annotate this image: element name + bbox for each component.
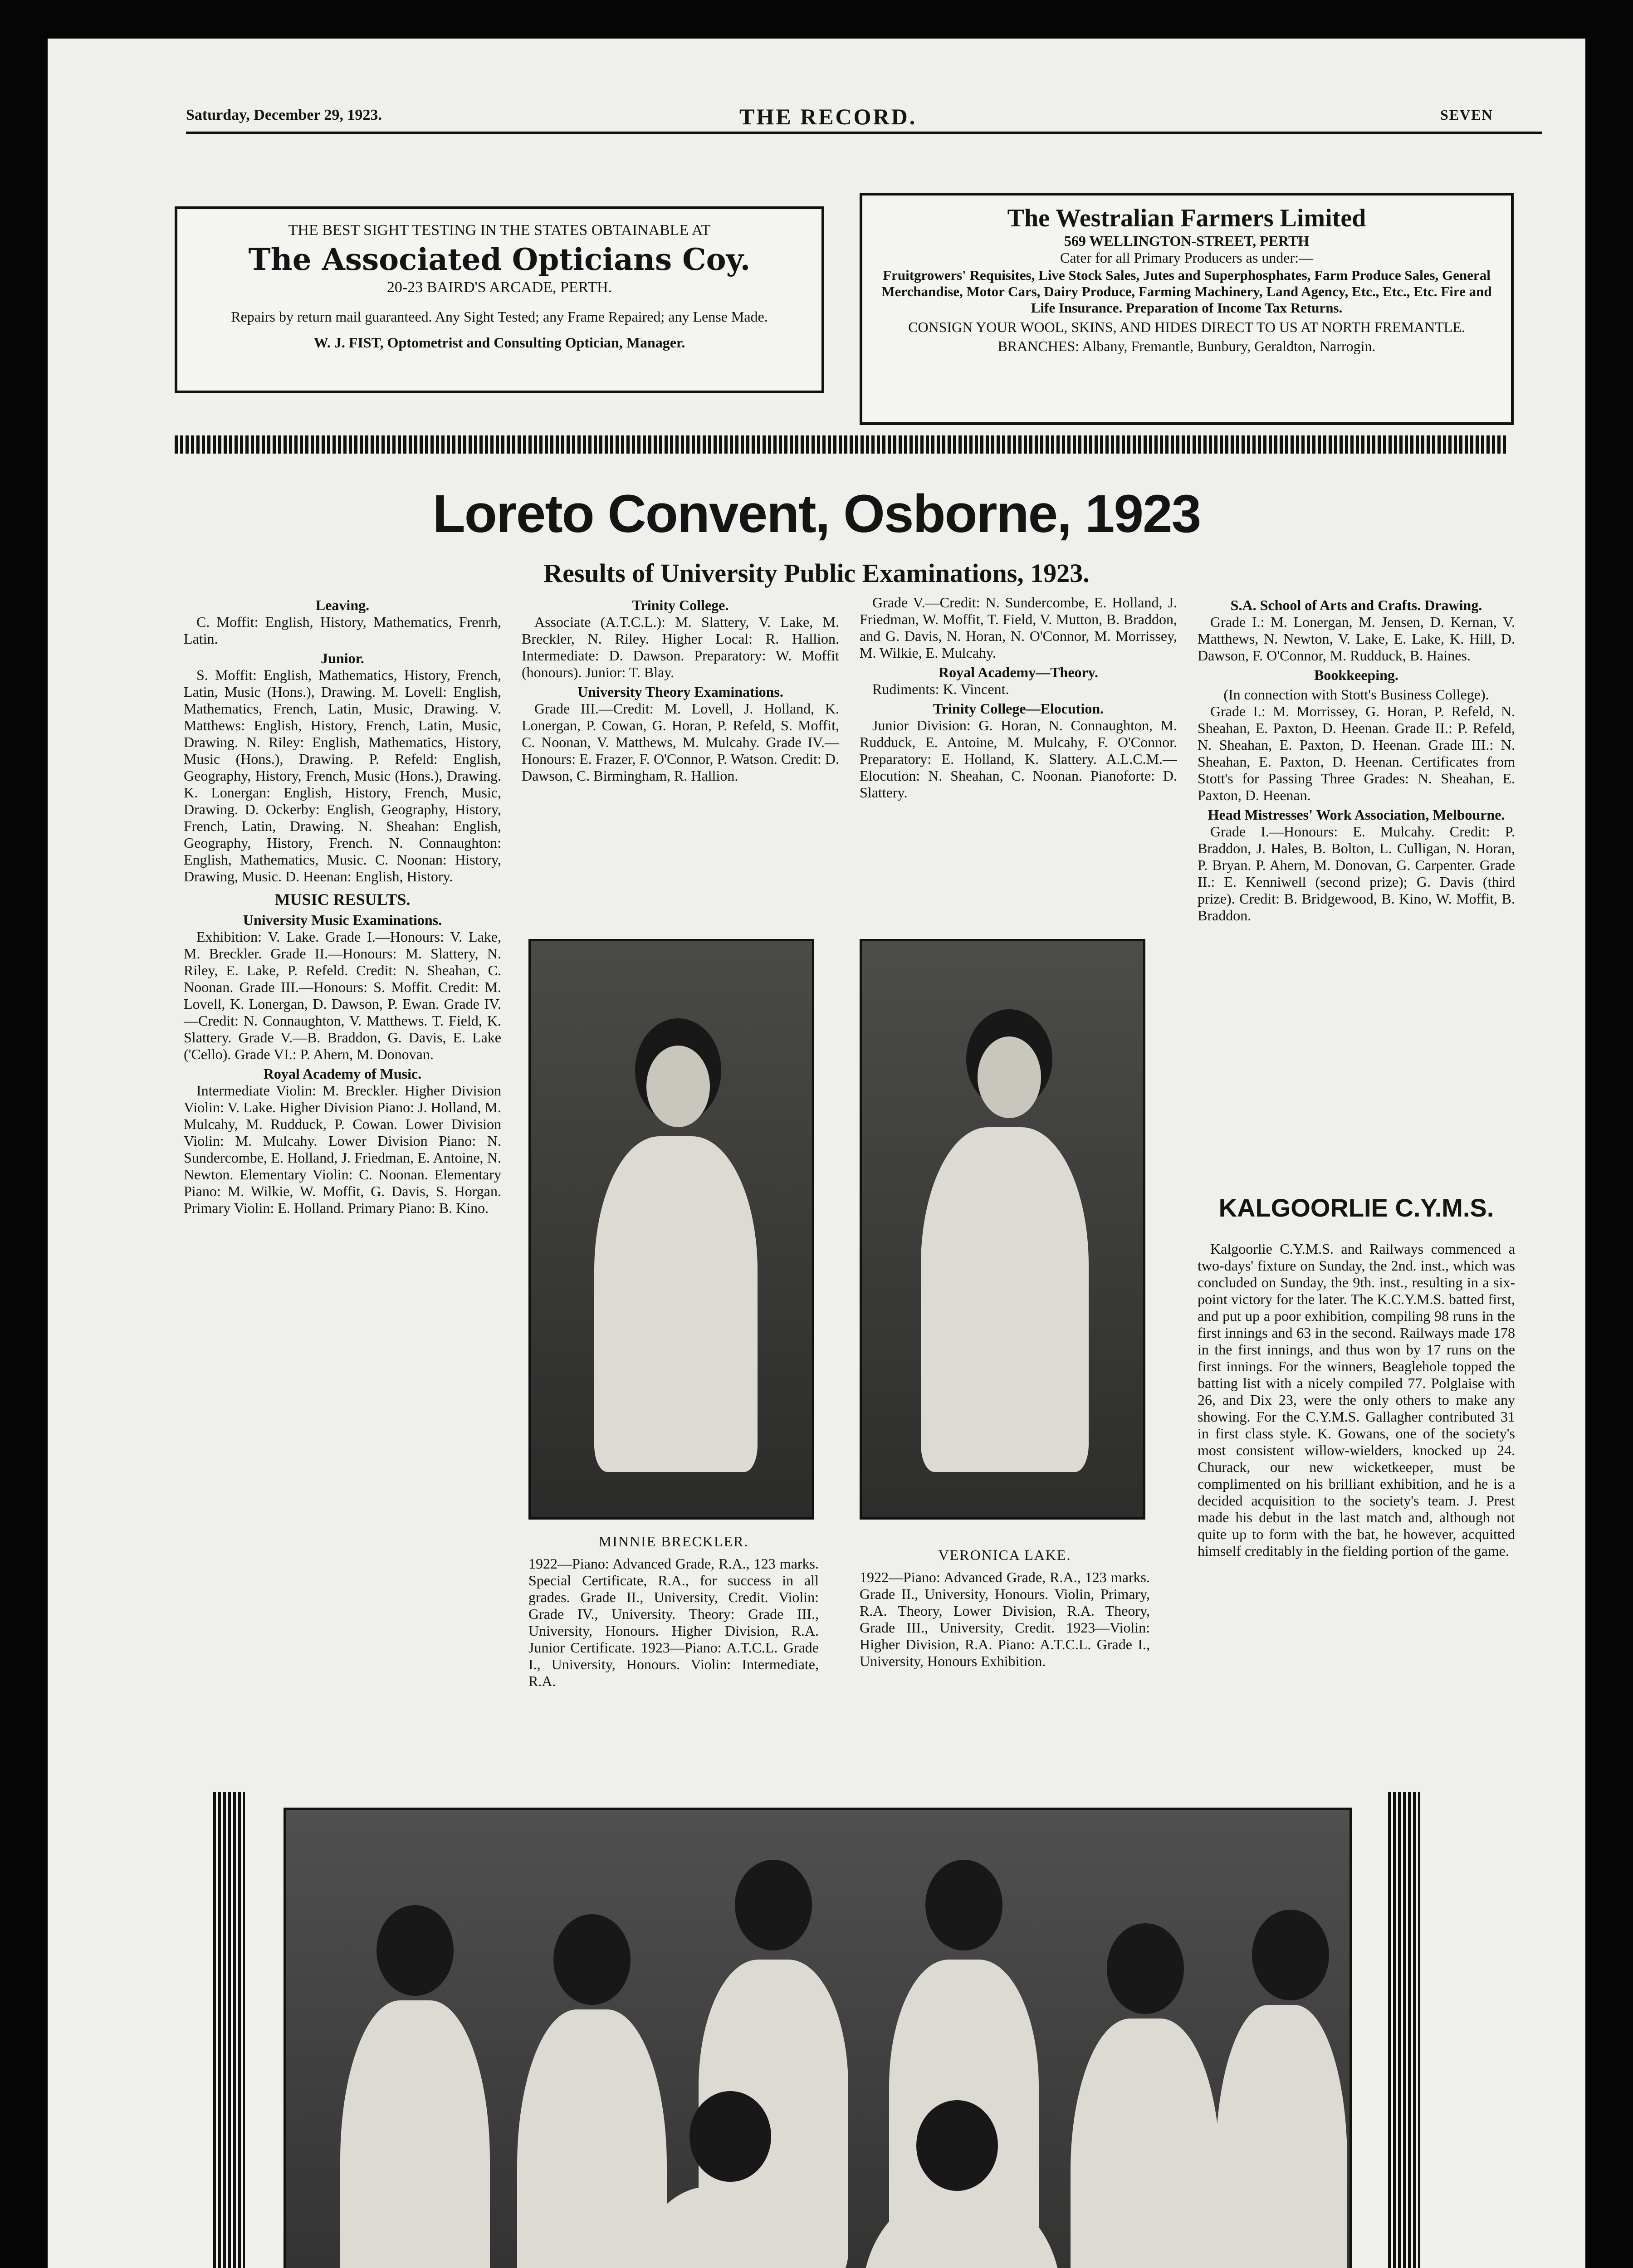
ad-opticians-repairs: Repairs by return mail guaranteed. Any Sight Tested; any Frame Repaired; any Lense Made.	[231, 308, 768, 325]
text-university-theory: Grade III.—Credit: M. Lovell, J. Holland, K. Lonergan, P. Cowan, G. Horan, P. Refeld, S. Moffit, C. Noonan, V. Matthews, M. Mulcahy. Grade IV.—Honours: E. Frazer, F. O'Connor, P. Watson. Credit: D. Dawson, C. Birmingham, R. Hallion.	[522, 700, 839, 784]
text-sa-school: Grade I.: M. Lonergan, M. Jensen, D. Kernan, V. Matthews, N. Newton, V. Lake, E. Lake, K. Hill, D. Dawson, F. O'Connor, M. Rudduck, B. Haines.	[1198, 614, 1515, 664]
portrait-name-breckler: MINNIE BRECKLER.	[598, 1533, 749, 1549]
heading-university-music: University Music Examinations.	[243, 912, 442, 928]
heading-trinity-college: Trinity College.	[632, 597, 729, 613]
ad-farmers-services: Fruitgrowers' Requisites, Live Stock Sales, Jutes and Superphosphates, Farm Produce Sales, General Merchandise, Motor Cars, Dairy Produce, Farming Machinery, Land Agency, Etc., Etc., Etc. Fire and Life Insurance. Preparation of Income Tax Returns.	[881, 267, 1492, 316]
kalgoorlie-article	[1198, 1241, 1515, 1744]
ad-opticians-name: The Associated Opticians Coy.	[248, 242, 751, 277]
ad-westralian-farmers	[860, 193, 1514, 425]
text-junior: S. Moffit: English, Mathematics, History, French, Latin, Music (Hons.), Drawing. M. Lovell: English, Mathematics, French, Latin, Music, Drawing. V. Matthews: English, History, French, Latin, Music, Drawing. N. Riley: English, Mathematics, History, Music (Hons.), Drawing. P. Refeld: English, Geography, History, French, Music (Hons.), Drawing. K. Lonergan: English, History, French, Music, Drawing. D. Ockerby: English, Geography, History, French, Latin, Drawing. N. Sheahan: English, Geography, History, French. N. Connaughton: English, Mathematics, Music. C. Noonan: History, Drawing, Music. D. Heenan: English, History.	[184, 667, 501, 885]
text-grade-five: Grade V.—Credit: N. Sundercombe, E. Holland, J. Friedman, W. Moffit, T. Field, V. Mutton, B. Braddon, and G. Davis, N. Horan, N. O'Connor, M. Morrissey, M. Wilkie, E. Mulcahy.	[860, 594, 1177, 661]
text-university-music: Exhibition: V. Lake. Grade I.—Honours: V. Lake, M. Breckler. Grade II.—Honours: M. Slattery, N. Riley, E. Lake, P. Refeld. Credit: N. Sheahan, C. Noonan. Grade III.—Honours: S. Moffit. Credit: M. Lovell, K. Lonergan, D. Dawson, P. Ewan. Grade IV.—Credit: N. Connaughton, V. Matthews. T. Field, K. Slattery. Grade V.—B. Braddon, G. Davis, E. Lake ('Cello). Grade VI.: P. Ahern, M. Donovan.	[184, 929, 501, 1062]
text-head-mistresses: Grade I.—Honours: E. Mulcahy. Credit: P. Braddon, J. Hales, B. Bolton, L. Culligan, N. Horan, P. Bryan. P. Ahern, M. Donovan, G. Carpenter. Grade II.: E. Kenniwell (second prize); G. Davis (third prize). Credit: B. Bridgewood, B. Kino, W. Moffit, B. Braddon.	[1198, 823, 1515, 924]
heading-leaving: Leaving.	[315, 597, 370, 613]
text-bookkeeping-note: (In connection with Stott's Business College).	[1223, 686, 1489, 703]
ad-farmers-branches: BRANCHES: Albany, Fremantle, Bunbury, Geraldton, Narrogin.	[997, 338, 1376, 354]
ad-associated-opticians	[175, 206, 824, 393]
portrait-text-breckler: 1922—Piano: Advanced Grade, R.A., 123 marks. Special Certificate, R.A., for success in all grades. Grade II., University, Credit. Violin: Grade IV., University. Theory: Grade III., University, Honours. Higher Division, R.A. Junior Certificate. 1923—Piano: A.T.C.L. Grade I., University, Honours. Violin: Intermediate, R.A.	[528, 1555, 819, 1689]
ad-farmers-address: 569 WELLINGTON-STREET, PERTH	[1064, 233, 1310, 249]
paper-name: THE RECORD.	[739, 104, 917, 129]
ad-opticians-line1: THE BEST SIGHT TESTING IN THE STATES OBTAINABLE AT	[288, 222, 711, 239]
caption-minnie-breckler	[528, 1533, 819, 1690]
results-column-4	[1198, 594, 1515, 1157]
results-column-3	[860, 594, 1177, 930]
heading-sa-school: S.A. School of Arts and Crafts. Drawing.	[1230, 597, 1482, 613]
article-subtitle: Results of University Public Examinations, 1923.	[543, 558, 1090, 588]
ad-farmers-consign: CONSIGN YOUR WOOL, SKINS, AND HIDES DIRECT TO US AT NORTH FREMANTLE.	[908, 319, 1465, 335]
text-leaving: C. Moffit: English, History, Mathematics, Frenrh, Latin.	[184, 614, 501, 647]
group-photo-border-right	[1388, 1792, 1420, 2268]
text-royal-theory: Rudiments: K. Vincent.	[872, 681, 1009, 697]
issue-date: Saturday, December 29, 1923.	[186, 107, 382, 123]
heading-elocution: Trinity College—Elocution.	[933, 700, 1104, 717]
portrait-minnie-breckler	[528, 939, 814, 1520]
heading-head-mistresses: Head Mistresses' Work Association, Melbourne.	[1208, 807, 1505, 823]
newspaper-page	[48, 39, 1585, 2268]
results-column-1	[184, 594, 501, 1846]
page-number: SEVEN	[1440, 107, 1493, 123]
ad-farmers-cater: Cater for all Primary Producers as under:—	[1060, 249, 1314, 266]
heading-bookkeeping: Bookkeeping.	[1314, 667, 1398, 683]
article-title: Loreto Convent, Osborne, 1923	[432, 484, 1201, 544]
ad-opticians-address: 20-23 BAIRD'S ARCADE, PERTH.	[386, 279, 612, 296]
caption-veronica-lake	[860, 1547, 1150, 1670]
portrait-name-lake: VERONICA LAKE.	[938, 1547, 1071, 1563]
decorative-rule	[175, 435, 1508, 454]
heading-royal-academy: Royal Academy of Music.	[263, 1066, 422, 1082]
heading-music-results: MUSIC RESULTS.	[274, 890, 411, 909]
group-photo-border-left	[213, 1792, 245, 2268]
ad-farmers-name: The Westralian Farmers Limited	[1007, 204, 1366, 232]
portrait-veronica-lake	[860, 939, 1145, 1520]
group-photograph	[284, 1808, 1352, 2268]
text-trinity-college: Associate (A.T.C.L.): M. Slattery, V. Lake, M. Breckler, N. Riley. Higher Local: R. Hallion. Intermediate: D. Dawson. Preparatory: W. Moffit (honours). Junior: T. Blay.	[522, 614, 839, 680]
results-column-2	[522, 594, 839, 930]
heading-royal-theory: Royal Academy—Theory.	[939, 664, 1098, 680]
heading-kalgoorlie-cyms: KALGOORLIE C.Y.M.S.	[1218, 1193, 1494, 1222]
heading-university-theory: University Theory Examinations.	[577, 684, 783, 700]
masthead-rule	[186, 132, 1542, 134]
text-royal-academy: Intermediate Violin: M. Breckler. Higher Division Violin: V. Lake. Higher Division Piano: J. Holland, M. Mulcahy, M. Rudduck, P. Cowan. Lower Division Violin: M. Mulcahy. Lower Division Piano: N. Sundercombe, E. Holland, J. Friedman, E. Antoine, N. Newton. Elementary Violin: C. Noonan. Elementary Piano: M. Wilkie, W. Moffit, G. Davis, S. Horgan. Primary Violin: E. Holland. Primary Piano: B. Kino.	[184, 1082, 501, 1216]
text-elocution: Junior Division: G. Horan, N. Connaughton, M. Rudduck, E. Antoine, M. Mulcahy, F. O'Connor. Preparatory: E. Holland, K. Slattery. A.L.C.M.—Elocution: N. Sheahan, C. Noonan. Pianoforte: D. Slattery.	[860, 717, 1177, 801]
text-bookkeeping: Grade I.: M. Morrissey, G. Horan, P. Refeld, N. Sheahan, E. Paxton, D. Heenan. Grade II.: P. Refeld, N. Sheahan, E. Paxton, D. Heenan. Grade III.: N. Sheahan, E. Paxton, D. Heenan. Certificates from Stott's for Passing Three Grades: N. Sheahan, E. Paxton, D. Heenan.	[1198, 703, 1515, 803]
ad-opticians-signature: W. J. FIST, Optometrist and Consulting Optician, Manager.	[313, 334, 685, 351]
text-kalgoorlie-cyms: Kalgoorlie C.Y.M.S. and Railways commenced a two-days' fixture on Sunday, the 2nd. inst., which was concluded on Sunday, the 9th. inst., resulting in a six-point victory for the later. The K.C.Y.M.S. batted first, and put up a poor exhibition, compiling 98 runs in the first innings and 63 in the second. Railways made 178 in the first innings, and thus won by 17 runs on the first innings. For the winners, Beaglehole topped the batting list with a nicely compiled 77. Polglaise with 26, and Dix 23, were the only others to make any showing. For the C.Y.M.S. Gallagher contributed 31 in first class style. K. Gowans, one of the society's most consistent willow-wielders, knocked up 24. Churack, our new wicketkeeper, must be complimented on his brilliant exhibition, and he is a decided acquisition to the society's team. J. Prest made his debut in the last match and, although not quite up to form with the bat, he however, acquitted himself creditably in the fielding portion of the game.	[1198, 1241, 1515, 1559]
heading-junior: Junior.	[321, 650, 364, 666]
portrait-text-lake: 1922—Piano: Advanced Grade, R.A., 123 marks. Grade II., University, Honours. Violin, Primary, R.A. Theory, Lower Division, R.A. Theory, Grade III., University, Credit. 1923—Violin: Higher Division, R.A. Piano: A.T.C.L. Grade I., University, Honours Exhibition.	[860, 1569, 1150, 1669]
